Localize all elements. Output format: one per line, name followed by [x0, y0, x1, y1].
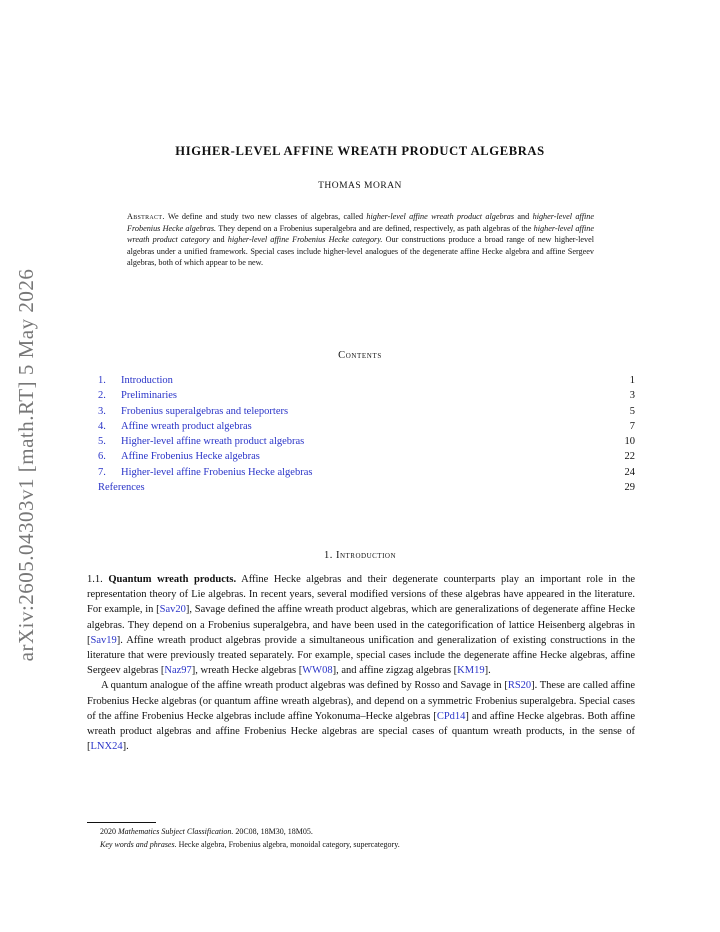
citation-link[interactable]: CPd14 [436, 710, 466, 722]
abstract-text: They depend on a Frobenius superalgebra and are defined, respectively, as path algebras of the [216, 223, 534, 233]
paragraph-text: ]. [484, 665, 491, 677]
toc-number: 4. [98, 420, 106, 432]
toc-entry [98, 404, 635, 419]
paragraph-text: ]. [122, 741, 129, 753]
paragraph-text: ], Savage defined the affine wreath product algebras, which are generalizations of degenerate affine Hecke algebras. They depend on a Frobenius superalgebra, and have been used in the categorification of lattice Heisenberg algebras in [ [87, 604, 635, 646]
toc-link-preliminaries[interactable] [98, 388, 177, 403]
footnotes [100, 826, 635, 851]
paragraph [87, 572, 635, 678]
citation-link[interactable]: Naz97 [164, 665, 192, 677]
toc-link-references[interactable] [98, 480, 145, 495]
toc-entry [98, 480, 635, 495]
paragraph-text: A quantum analogue of the affine wreath product algebras was defined by Rosso and Savage in [ [101, 680, 508, 692]
paragraph-text: ] and affine Hecke algebras. Both affine wreath product algebras and affine Frobenius Hecke algebras are special cases of quantum wreath products, in the sense of [ [87, 710, 635, 753]
msc-footnote [100, 826, 635, 839]
toc-entry [98, 373, 635, 388]
toc-link-higher-level-frobenius-hecke[interactable] [98, 465, 312, 480]
abstract-emphasis: higher-level affine wreath product category [127, 223, 594, 245]
toc-entry [98, 388, 635, 403]
toc-label: Preliminaries [121, 390, 177, 402]
toc-link-affine-frobenius-hecke[interactable] [98, 449, 260, 464]
table-of-contents [98, 373, 635, 495]
toc-number: 2. [98, 390, 106, 402]
msc-codes: 20C08, 18M30, 18M05. [233, 827, 313, 836]
contents-heading: Contents [338, 350, 382, 361]
toc-link-higher-level-wreath[interactable] [98, 434, 304, 449]
subsection-title: Quantum wreath products. [108, 574, 237, 585]
section-body [87, 572, 635, 754]
footnote-rule [87, 822, 156, 823]
abstract-text: We define and study two new classes of algebras, called [164, 212, 367, 221]
toc-link-affine-wreath-product[interactable] [98, 419, 252, 434]
abstract [127, 211, 594, 269]
toc-link-introduction[interactable] [98, 373, 173, 388]
toc-label: Affine wreath product algebras [121, 420, 252, 432]
citation-link[interactable]: RS20 [507, 680, 532, 692]
paper-title: HIGHER-LEVEL AFFINE WREATH PRODUCT ALGEBRAS [175, 144, 545, 158]
author-name: THOMAS MORAN [318, 181, 402, 191]
toc-label: References [98, 482, 145, 494]
toc-page: 10 [624, 436, 635, 448]
abstract-text: and [514, 212, 533, 221]
toc-entry [98, 419, 635, 434]
subsection-number: 1.1. [87, 574, 103, 585]
toc-page: 22 [624, 451, 635, 463]
abstract-text: Our constructions produce a broad range of new higher-level algebras under a unified framework. Special cases include higher-level analogues of the degenerate affine Hecke algebra and affine Sergeev algebras, both of which appear to be new. [127, 235, 595, 268]
toc-page: 3 [629, 390, 635, 402]
paragraph-text: ], wreath Hecke algebras [ [191, 665, 303, 677]
toc-link-frobenius-superalgebras[interactable] [98, 404, 288, 419]
toc-page: 29 [624, 482, 635, 494]
keywords-footnote [100, 839, 635, 852]
paragraph-text: ]. These are called affine Frobenius Hecke algebras (or quantum affine wreath algebras), and depend on a symmetric Frobenius superalgebra. Special cases of the affine Frobenius Hecke algebras include affine Yokonuma–Hecke algebras [ [87, 680, 635, 722]
toc-number: 1. [98, 375, 106, 386]
toc-page: 24 [624, 466, 635, 478]
toc-page: 7 [629, 420, 635, 432]
toc-label: Higher-level affine wreath product algebras [121, 436, 305, 448]
toc-entry [98, 449, 635, 464]
paragraph-text: ], and affine zigzag algebras [ [332, 665, 458, 677]
msc-label: Mathematics Subject Classification. [118, 827, 234, 836]
toc-label: Affine Frobenius Hecke algebras [121, 451, 260, 463]
citation-link[interactable]: Sav20 [159, 604, 186, 616]
citation-link[interactable]: Sav19 [90, 634, 117, 646]
toc-label: Introduction [121, 375, 173, 386]
toc-label: Frobenius superalgebras and teleporters [121, 405, 289, 417]
msc-year: 2020 [100, 827, 118, 836]
toc-number: 6. [98, 451, 106, 463]
paragraph [87, 678, 635, 754]
abstract-label: Abstract. [127, 212, 165, 221]
abstract-text: and [209, 235, 228, 245]
toc-number: 5. [98, 436, 106, 448]
keywords-value: Hecke algebra, Frobenius algebra, monoidal category, supercategory. [176, 839, 400, 849]
toc-page: 1 [629, 375, 635, 386]
abstract-emphasis: higher-level affine Frobenius Hecke category. [227, 235, 383, 245]
abstract-emphasis: higher-level affine Frobenius Hecke algebras. [127, 212, 594, 233]
section-heading: 1. Introduction [323, 550, 397, 561]
keywords-label: Key words and phrases. [100, 839, 177, 849]
citation-link[interactable]: WW08 [302, 665, 333, 677]
toc-entry [98, 434, 635, 449]
toc-label: Higher-level affine Frobenius Hecke algebras [121, 466, 313, 478]
citation-link[interactable]: KM19 [457, 665, 485, 677]
citation-link[interactable]: LNX24 [90, 741, 123, 753]
toc-number: 7. [98, 466, 106, 478]
paragraph-text: Affine Hecke algebras and their degenerate counterparts play an important role in the representation theory of Lie algebras. In recent years, several modified versions of these algebras have appeared in the literature. For example, in [ [87, 574, 636, 616]
abstract-emphasis: higher-level affine wreath product algebras [366, 212, 515, 221]
paragraph-text: ]. Affine wreath product algebras provide a simultaneous unification and generalization of existing constructions in the literature that were previously treated separately. For example, special cases include the degenerate affine Hecke algebras, affine Sergeev algebras [ [87, 634, 635, 677]
toc-number: 3. [98, 405, 106, 417]
toc-page: 5 [629, 405, 635, 417]
toc-entry [98, 465, 635, 480]
arxiv-identifier: arXiv:2605.04303v1 [math.RT] 5 May 2026 [14, 268, 38, 662]
